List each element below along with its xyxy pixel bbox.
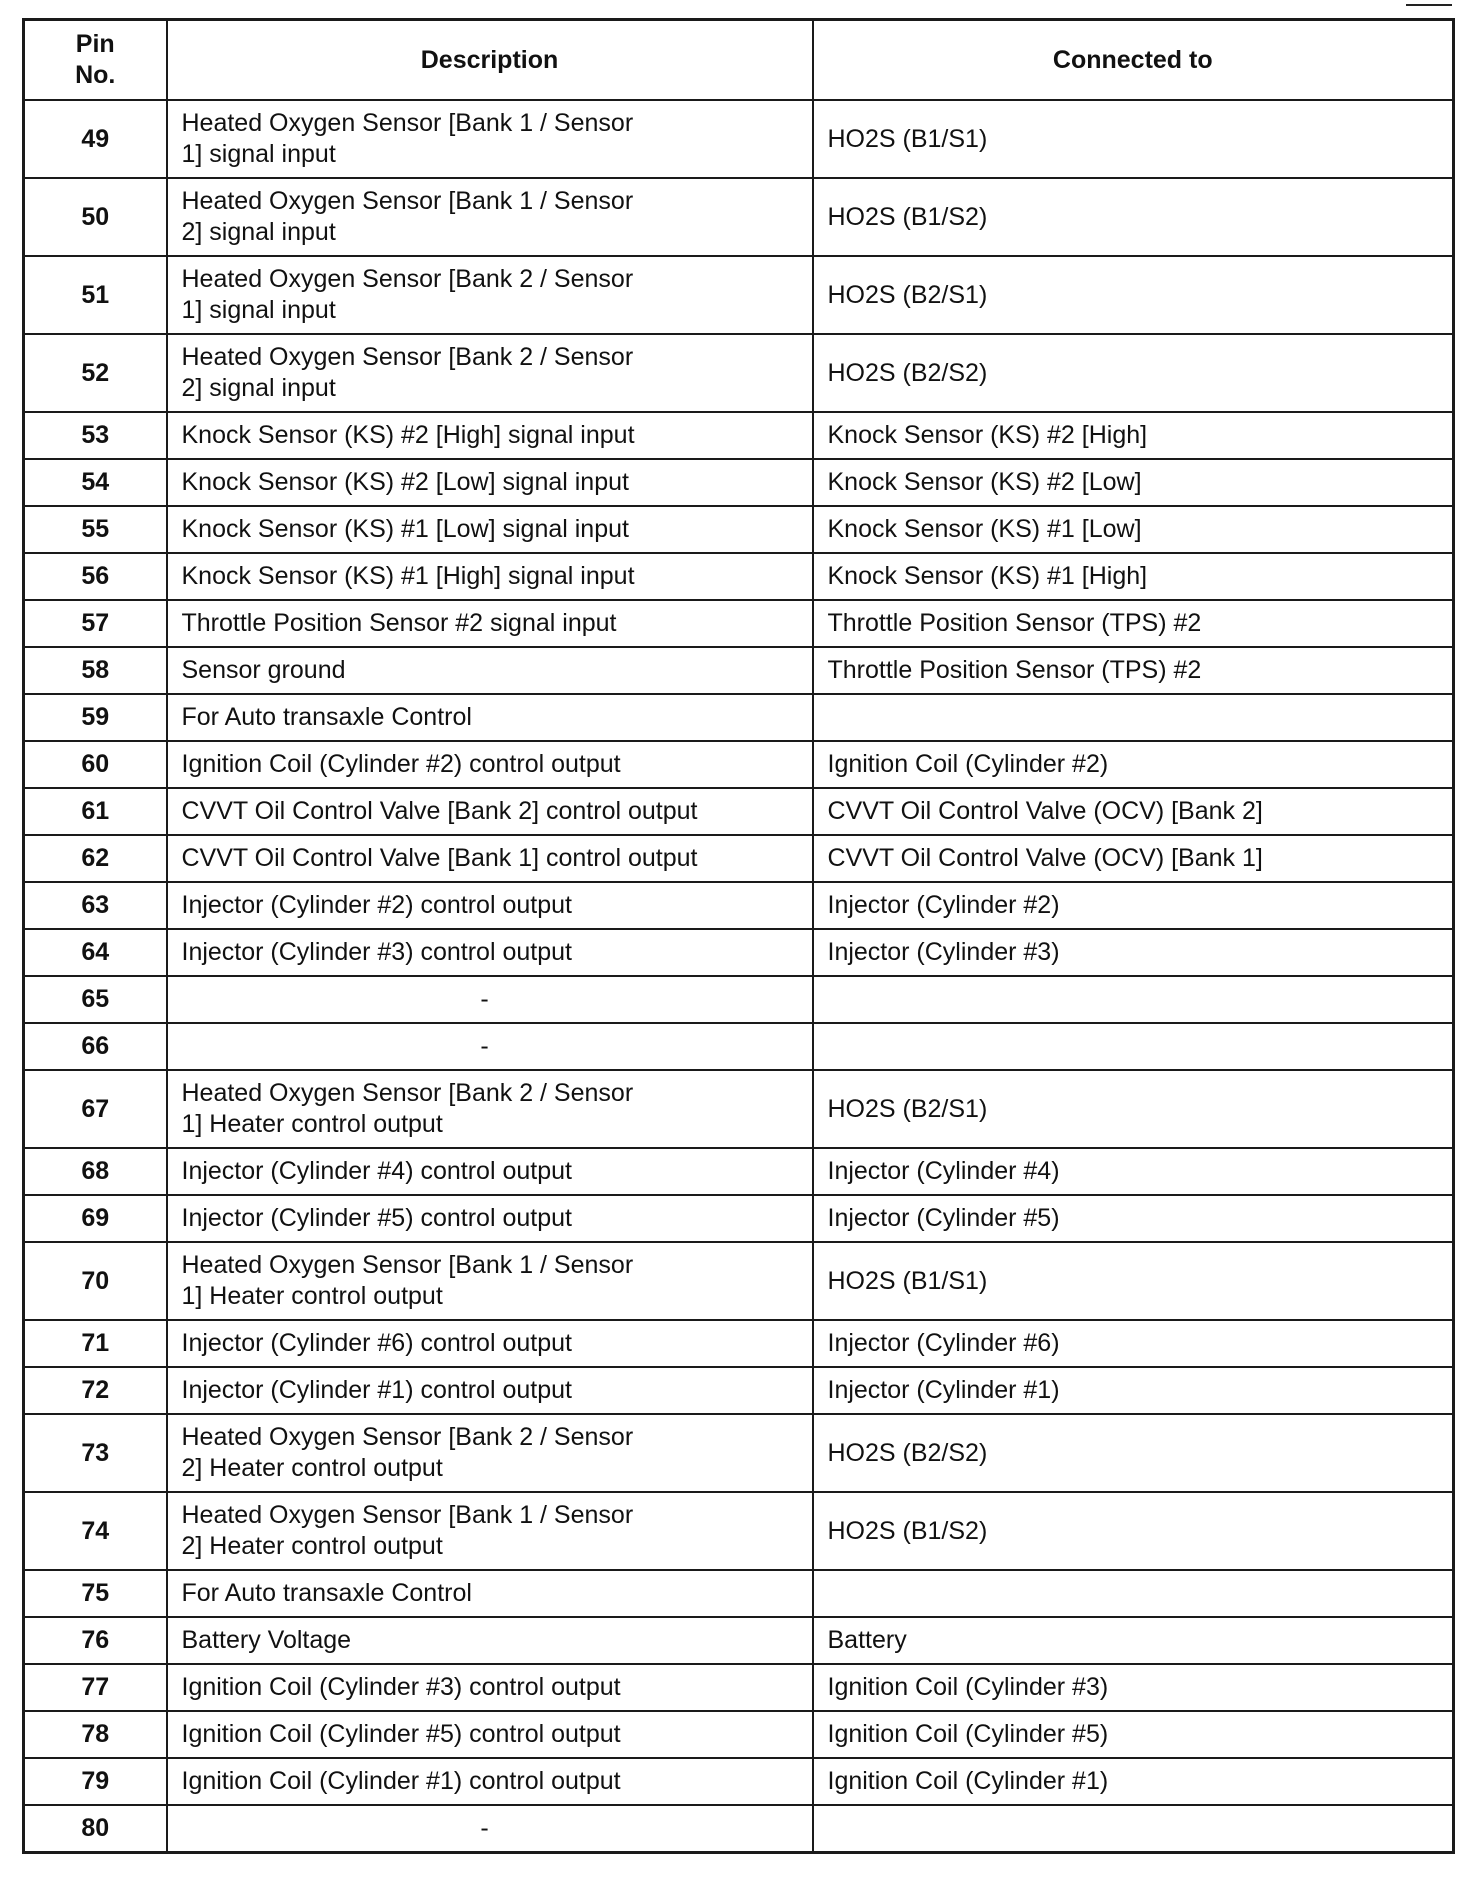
pin-number-cell: 61 (24, 788, 167, 835)
header-description: Description (167, 20, 813, 101)
connected-to-cell: HO2S (B2/S1) (813, 1070, 1454, 1148)
description-line-1: Knock Sensor (KS) #1 [Low] signal input (181, 515, 629, 543)
table-row (24, 882, 1454, 929)
table-row (24, 178, 1454, 256)
table-row (24, 256, 1454, 334)
connected-to-cell: CVVT Oil Control Valve (OCV) [Bank 2] (813, 788, 1454, 835)
description-cell (167, 1023, 813, 1070)
connected-to-cell: HO2S (B1/S1) (813, 100, 1454, 178)
table-row (24, 334, 1454, 412)
table-row (24, 1758, 1454, 1805)
pin-number-cell: 72 (24, 1367, 167, 1414)
table-row (24, 741, 1454, 788)
description-line-1: Ignition Coil (Cylinder #2) control output (181, 750, 621, 778)
pin-number-cell: 50 (24, 178, 167, 256)
description-line-1: Knock Sensor (KS) #2 [Low] signal input (181, 468, 629, 496)
description-line-1: Throttle Position Sensor #2 signal input (181, 609, 617, 637)
description-line-2: 2] Heater control output (181, 1454, 443, 1482)
table-row (24, 1805, 1454, 1853)
description-cell (167, 459, 813, 506)
pin-number-cell: 66 (24, 1023, 167, 1070)
pin-number-cell: 76 (24, 1617, 167, 1664)
pin-number-cell: 56 (24, 553, 167, 600)
description-line-2: 2] signal input (181, 218, 336, 246)
description-cell (167, 256, 813, 334)
description-line-1: - (480, 1032, 489, 1060)
description-cell (167, 1805, 813, 1853)
table-row (24, 1367, 1454, 1414)
header-connected-to: Connected to (813, 20, 1454, 101)
connected-to-cell: Injector (Cylinder #6) (813, 1320, 1454, 1367)
pin-number-cell: 58 (24, 647, 167, 694)
pin-number-cell: 54 (24, 459, 167, 506)
description-cell (167, 1195, 813, 1242)
description-line-2: 2] Heater control output (181, 1532, 443, 1560)
table-row (24, 1070, 1454, 1148)
description-line-1: Injector (Cylinder #4) control output (181, 1157, 572, 1185)
description-line-1: Ignition Coil (Cylinder #5) control output (181, 1720, 621, 1748)
description-line-1: For Auto transaxle Control (181, 1579, 472, 1607)
pin-number-cell: 74 (24, 1492, 167, 1570)
table-row (24, 1711, 1454, 1758)
description-cell (167, 1617, 813, 1664)
connected-to-cell (813, 1805, 1454, 1853)
table-row (24, 1195, 1454, 1242)
description-cell (167, 788, 813, 835)
table-row (24, 1664, 1454, 1711)
description-line-1: Ignition Coil (Cylinder #1) control output (181, 1767, 621, 1795)
description-cell (167, 178, 813, 256)
table-row (24, 600, 1454, 647)
pin-number-cell: 57 (24, 600, 167, 647)
description-line-1: CVVT Oil Control Valve [Bank 1] control output (181, 844, 698, 872)
connected-to-cell: CVVT Oil Control Valve (OCV) [Bank 1] (813, 835, 1454, 882)
table-row (24, 553, 1454, 600)
connected-to-cell: Ignition Coil (Cylinder #3) (813, 1664, 1454, 1711)
connected-to-cell: Knock Sensor (KS) #2 [High] (813, 412, 1454, 459)
description-line-1: - (480, 985, 489, 1013)
connected-to-cell: HO2S (B1/S1) (813, 1242, 1454, 1320)
connected-to-cell: HO2S (B2/S2) (813, 334, 1454, 412)
description-line-1: CVVT Oil Control Valve [Bank 2] control output (181, 797, 698, 825)
connected-to-cell: Throttle Position Sensor (TPS) #2 (813, 600, 1454, 647)
pin-number-cell: 69 (24, 1195, 167, 1242)
description-cell (167, 694, 813, 741)
description-cell (167, 1070, 813, 1148)
description-cell (167, 1242, 813, 1320)
description-line-1: Ignition Coil (Cylinder #3) control output (181, 1673, 621, 1701)
description-cell (167, 1570, 813, 1617)
description-cell (167, 929, 813, 976)
table-row (24, 694, 1454, 741)
header-pin-line1: Pin (75, 30, 115, 58)
table-row (24, 412, 1454, 459)
description-cell (167, 835, 813, 882)
description-cell (167, 1320, 813, 1367)
description-line-1: Sensor ground (181, 656, 346, 684)
table-row (24, 1023, 1454, 1070)
pin-number-cell: 77 (24, 1664, 167, 1711)
pin-number-cell: 60 (24, 741, 167, 788)
description-line-1: - (480, 1814, 489, 1842)
connected-to-cell: HO2S (B2/S1) (813, 256, 1454, 334)
description-cell (167, 741, 813, 788)
connected-to-cell: Knock Sensor (KS) #2 [Low] (813, 459, 1454, 506)
connected-to-cell: HO2S (B1/S2) (813, 1492, 1454, 1570)
pin-number-cell: 67 (24, 1070, 167, 1148)
pin-number-cell: 71 (24, 1320, 167, 1367)
description-cell (167, 1492, 813, 1570)
connected-to-cell: Ignition Coil (Cylinder #5) (813, 1711, 1454, 1758)
table-row (24, 976, 1454, 1023)
description-cell (167, 506, 813, 553)
description-cell (167, 1711, 813, 1758)
table-row (24, 1320, 1454, 1367)
description-line-1: Heated Oxygen Sensor [Bank 1 / Sensor (181, 187, 634, 215)
description-line-1: Heated Oxygen Sensor [Bank 1 / Sensor (181, 1501, 634, 1529)
description-cell (167, 1414, 813, 1492)
description-cell (167, 882, 813, 929)
description-cell (167, 1367, 813, 1414)
description-cell (167, 976, 813, 1023)
description-line-1: Knock Sensor (KS) #2 [High] signal input (181, 421, 635, 449)
connected-to-cell: Knock Sensor (KS) #1 [High] (813, 553, 1454, 600)
pin-number-cell: 63 (24, 882, 167, 929)
table-row (24, 100, 1454, 178)
pin-number-cell: 79 (24, 1758, 167, 1805)
connected-to-cell (813, 1570, 1454, 1617)
description-cell (167, 334, 813, 412)
description-line-1: Battery Voltage (181, 1626, 352, 1654)
pin-number-cell: 73 (24, 1414, 167, 1492)
description-line-1: Heated Oxygen Sensor [Bank 2 / Sensor (181, 1079, 634, 1107)
pin-number-cell: 52 (24, 334, 167, 412)
description-line-2: 1] Heater control output (181, 1110, 443, 1138)
table-row (24, 835, 1454, 882)
connected-to-cell: Injector (Cylinder #5) (813, 1195, 1454, 1242)
table-row (24, 788, 1454, 835)
connected-to-cell (813, 694, 1454, 741)
pin-number-cell: 59 (24, 694, 167, 741)
header-pin-line2: No. (75, 61, 116, 89)
table-row (24, 506, 1454, 553)
description-line-1: Injector (Cylinder #1) control output (181, 1376, 572, 1404)
pin-number-cell: 49 (24, 100, 167, 178)
table-row (24, 929, 1454, 976)
table-row (24, 459, 1454, 506)
pin-number-cell: 51 (24, 256, 167, 334)
description-cell (167, 1148, 813, 1195)
pin-connection-table (22, 18, 1455, 1854)
pin-number-cell: 65 (24, 976, 167, 1023)
description-line-2: 1] signal input (181, 296, 336, 324)
description-line-2: 2] signal input (181, 374, 336, 402)
pin-number-cell: 80 (24, 1805, 167, 1853)
connected-to-cell: Injector (Cylinder #1) (813, 1367, 1454, 1414)
pin-number-cell: 68 (24, 1148, 167, 1195)
description-cell (167, 100, 813, 178)
connected-to-cell: Injector (Cylinder #4) (813, 1148, 1454, 1195)
connected-to-cell (813, 976, 1454, 1023)
pin-number-cell: 62 (24, 835, 167, 882)
table-body (24, 100, 1454, 1853)
description-line-2: 1] signal input (181, 140, 336, 168)
table-row (24, 1414, 1454, 1492)
connected-to-cell: Knock Sensor (KS) #1 [Low] (813, 506, 1454, 553)
table-row (24, 1242, 1454, 1320)
table-row (24, 1492, 1454, 1570)
table-row (24, 1148, 1454, 1195)
pin-number-cell: 64 (24, 929, 167, 976)
table-row (24, 647, 1454, 694)
description-line-1: Heated Oxygen Sensor [Bank 2 / Sensor (181, 1423, 634, 1451)
description-line-1: Heated Oxygen Sensor [Bank 2 / Sensor (181, 343, 634, 371)
description-line-1: Heated Oxygen Sensor [Bank 1 / Sensor (181, 109, 634, 137)
table-header-row (24, 20, 1454, 101)
description-line-1: Heated Oxygen Sensor [Bank 1 / Sensor (181, 1251, 634, 1279)
connected-to-cell: HO2S (B1/S2) (813, 178, 1454, 256)
description-line-2: 1] Heater control output (181, 1282, 443, 1310)
connected-to-cell: HO2S (B2/S2) (813, 1414, 1454, 1492)
description-line-1: Injector (Cylinder #2) control output (181, 891, 572, 919)
connected-to-cell: Injector (Cylinder #2) (813, 882, 1454, 929)
description-cell (167, 553, 813, 600)
connected-to-cell: Battery (813, 1617, 1454, 1664)
table-row (24, 1570, 1454, 1617)
pin-number-cell: 75 (24, 1570, 167, 1617)
description-cell (167, 600, 813, 647)
description-line-1: Injector (Cylinder #5) control output (181, 1204, 572, 1232)
description-line-1: Injector (Cylinder #6) control output (181, 1329, 572, 1357)
pin-number-cell: 55 (24, 506, 167, 553)
description-cell (167, 1664, 813, 1711)
connected-to-cell: Throttle Position Sensor (TPS) #2 (813, 647, 1454, 694)
pin-number-cell: 78 (24, 1711, 167, 1758)
connected-to-cell: Ignition Coil (Cylinder #2) (813, 741, 1454, 788)
connected-to-cell: Injector (Cylinder #3) (813, 929, 1454, 976)
page-corner-mark (1406, 4, 1452, 6)
description-cell (167, 647, 813, 694)
connected-to-cell (813, 1023, 1454, 1070)
description-line-1: Injector (Cylinder #3) control output (181, 938, 572, 966)
table-row (24, 1617, 1454, 1664)
pin-number-cell: 70 (24, 1242, 167, 1320)
header-pin-no (24, 20, 167, 101)
description-cell (167, 412, 813, 459)
connected-to-cell: Ignition Coil (Cylinder #1) (813, 1758, 1454, 1805)
description-line-1: Knock Sensor (KS) #1 [High] signal input (181, 562, 635, 590)
description-line-1: Heated Oxygen Sensor [Bank 2 / Sensor (181, 265, 634, 293)
description-line-1: For Auto transaxle Control (181, 703, 472, 731)
description-cell (167, 1758, 813, 1805)
pin-number-cell: 53 (24, 412, 167, 459)
